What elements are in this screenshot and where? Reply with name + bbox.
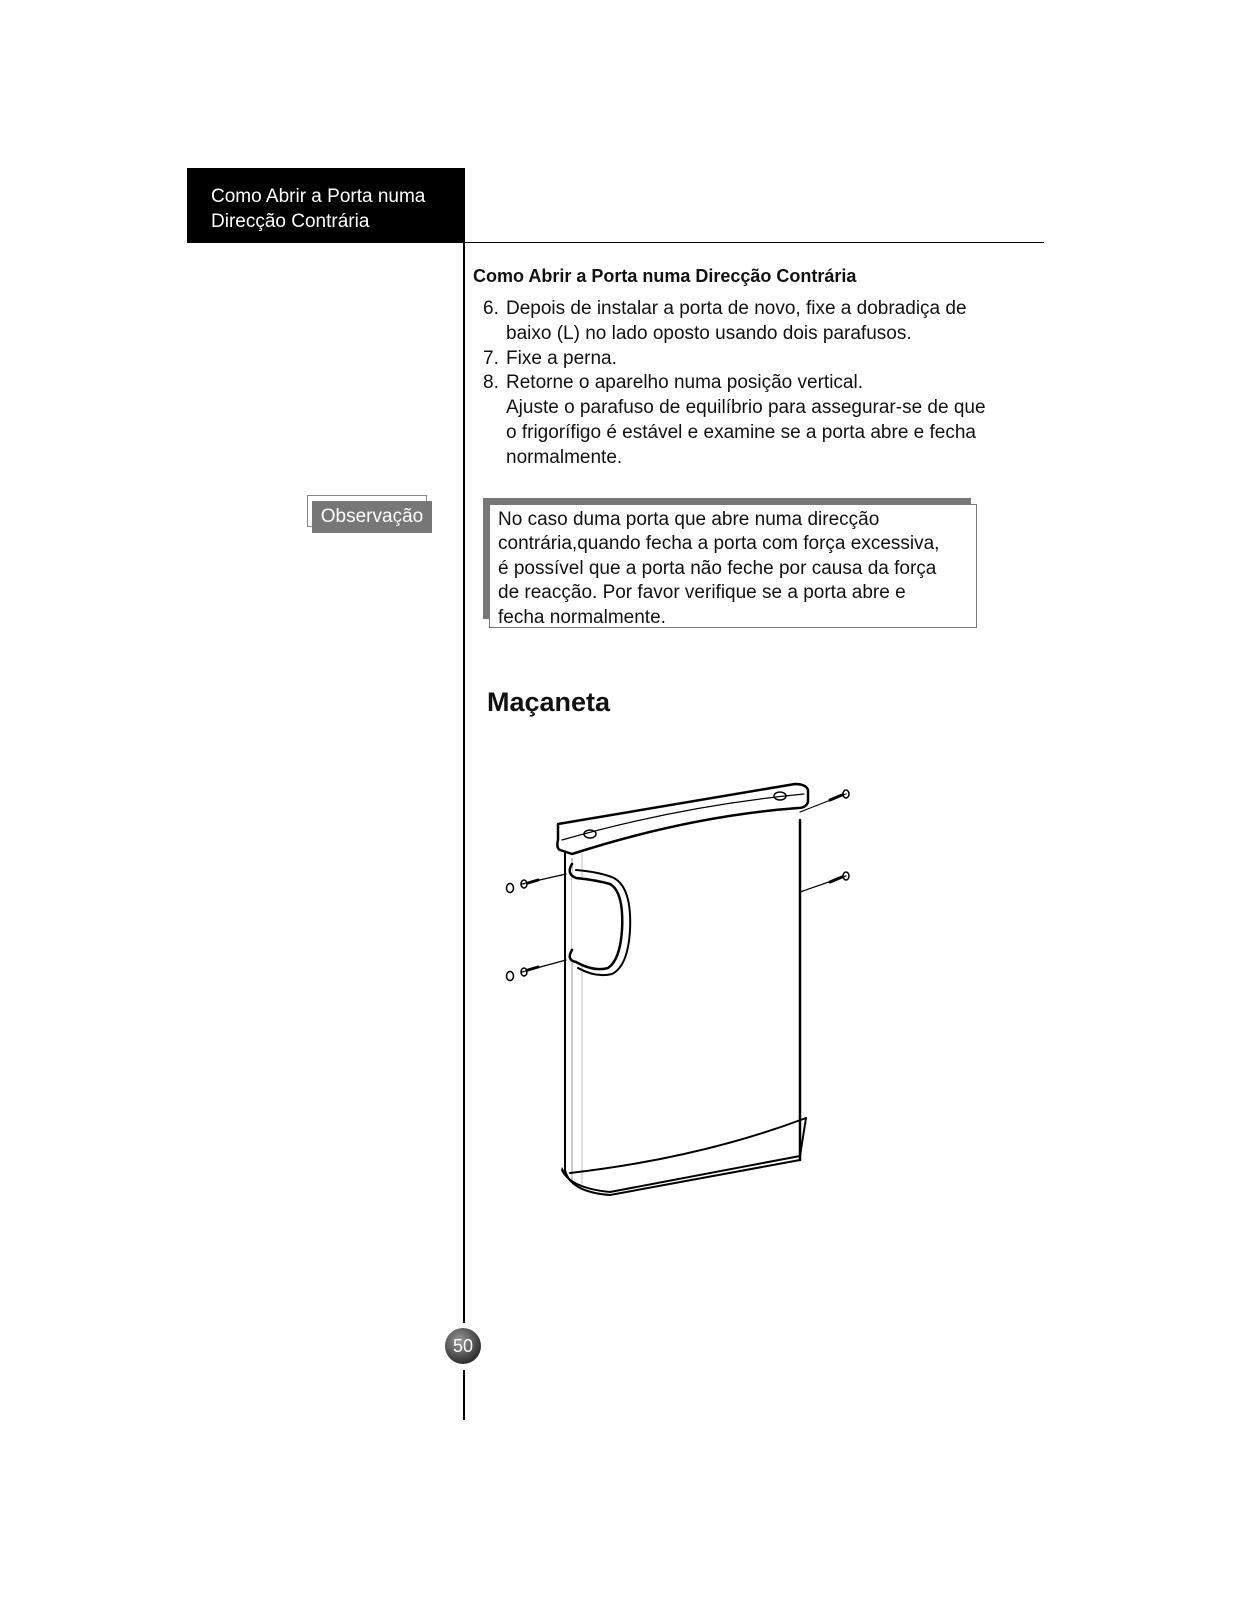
step-number: 8. bbox=[483, 372, 499, 393]
step-text: Retorne o aparelho numa posição vertical. bbox=[506, 372, 863, 393]
section-tab-line-2: Direcção Contrária bbox=[211, 211, 370, 232]
subheading: Como Abrir a Porta numa Direcção Contrária bbox=[473, 266, 857, 286]
vertical-rule-bottom bbox=[463, 1370, 465, 1420]
door-handle-illustration bbox=[500, 780, 880, 1220]
step-text: Ajuste o parafuso de equilíbrio para assegurar-se de que bbox=[506, 397, 986, 418]
note-box bbox=[489, 504, 977, 628]
note-line: é possível que a porta não feche por causa da força bbox=[498, 557, 937, 579]
step-8 bbox=[483, 370, 986, 470]
section-tab-line-1: Como Abrir a Porta numa bbox=[211, 186, 426, 207]
note-line: fecha normalmente. bbox=[498, 606, 666, 628]
step-text: Fixe a perna. bbox=[506, 348, 617, 369]
step-number: 7. bbox=[483, 348, 499, 369]
step-text: o frigorífigo é estável e examine se a porta abre e fecha bbox=[506, 422, 976, 443]
header-rule bbox=[464, 242, 1044, 243]
note-line: de reacção. Por favor verifique se a porta abre e bbox=[498, 582, 906, 604]
step-number: 6. bbox=[483, 298, 499, 319]
page-number: 50 bbox=[445, 1328, 481, 1364]
step-text: baixo (L) no lado oposto usando dois parafusos. bbox=[506, 323, 912, 344]
step-6 bbox=[483, 296, 967, 346]
step-text: normalmente. bbox=[506, 447, 623, 468]
note-line: No caso duma porta que abre numa direcção bbox=[498, 509, 880, 530]
note-line: contrária,quando fecha a porta com força excessiva, bbox=[498, 533, 940, 555]
heading-macaneta: Maçaneta bbox=[487, 687, 611, 717]
section-tab bbox=[187, 168, 464, 243]
note-label: Observação bbox=[312, 501, 432, 533]
step-text: Depois de instalar a porta de novo, fixe a dobradiça de bbox=[506, 298, 967, 319]
step-7 bbox=[483, 346, 617, 371]
vertical-rule bbox=[463, 168, 465, 1323]
